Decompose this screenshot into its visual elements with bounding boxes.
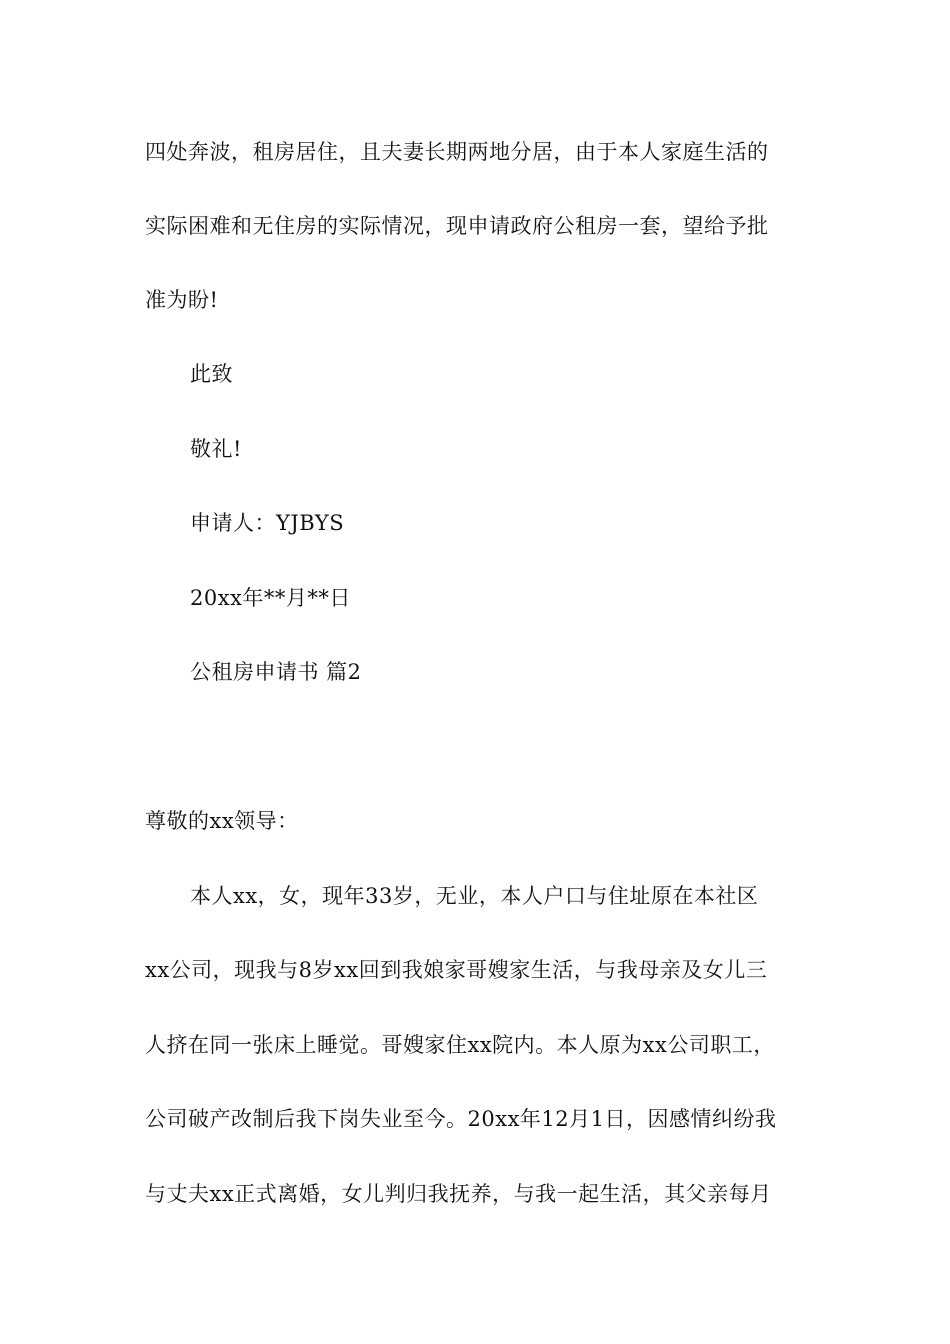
closing-ci-zhi: 此致 — [190, 362, 233, 386]
paragraph-1-line-2: 实际困难和无住房的实际情况，现申请政府公租房一套，望给予批 — [145, 214, 769, 238]
date-line: 20xx年**月**日 — [190, 586, 351, 610]
paragraph-2-line-4: 公司破产改制后我下岗失业至今。20xx年12月1日，因感情纠纷我 — [145, 1107, 777, 1131]
salutation: 尊敬的xx领导： — [145, 809, 299, 833]
paragraph-2-line-1: 本人xx，女，现年33岁，无业，本人户口与住址原在本社区 — [190, 884, 759, 908]
paragraph-2-line-3: 人挤在同一张床上睡觉。哥嫂家住xx院内。本人原为xx公司职工， — [145, 1033, 775, 1057]
section-heading: 公租房申请书 篇2 — [190, 660, 362, 684]
paragraph-2-line-5: 与丈夫xx正式离婚，女儿判归我抚养，与我一起生活，其父亲每月 — [145, 1182, 772, 1206]
paragraph-2-line-2: xx公司，现我与8岁xx回到我娘家哥嫂家生活，与我母亲及女儿三 — [145, 958, 768, 982]
paragraph-1-line-1: 四处奔波，租房居住，且夫妻长期两地分居，由于本人家庭生活的 — [145, 140, 769, 164]
paragraph-1-line-3: 准为盼! — [145, 288, 219, 312]
applicant-line: 申请人：YJBYS — [190, 511, 345, 535]
closing-jing-li: 敬礼! — [190, 437, 242, 461]
